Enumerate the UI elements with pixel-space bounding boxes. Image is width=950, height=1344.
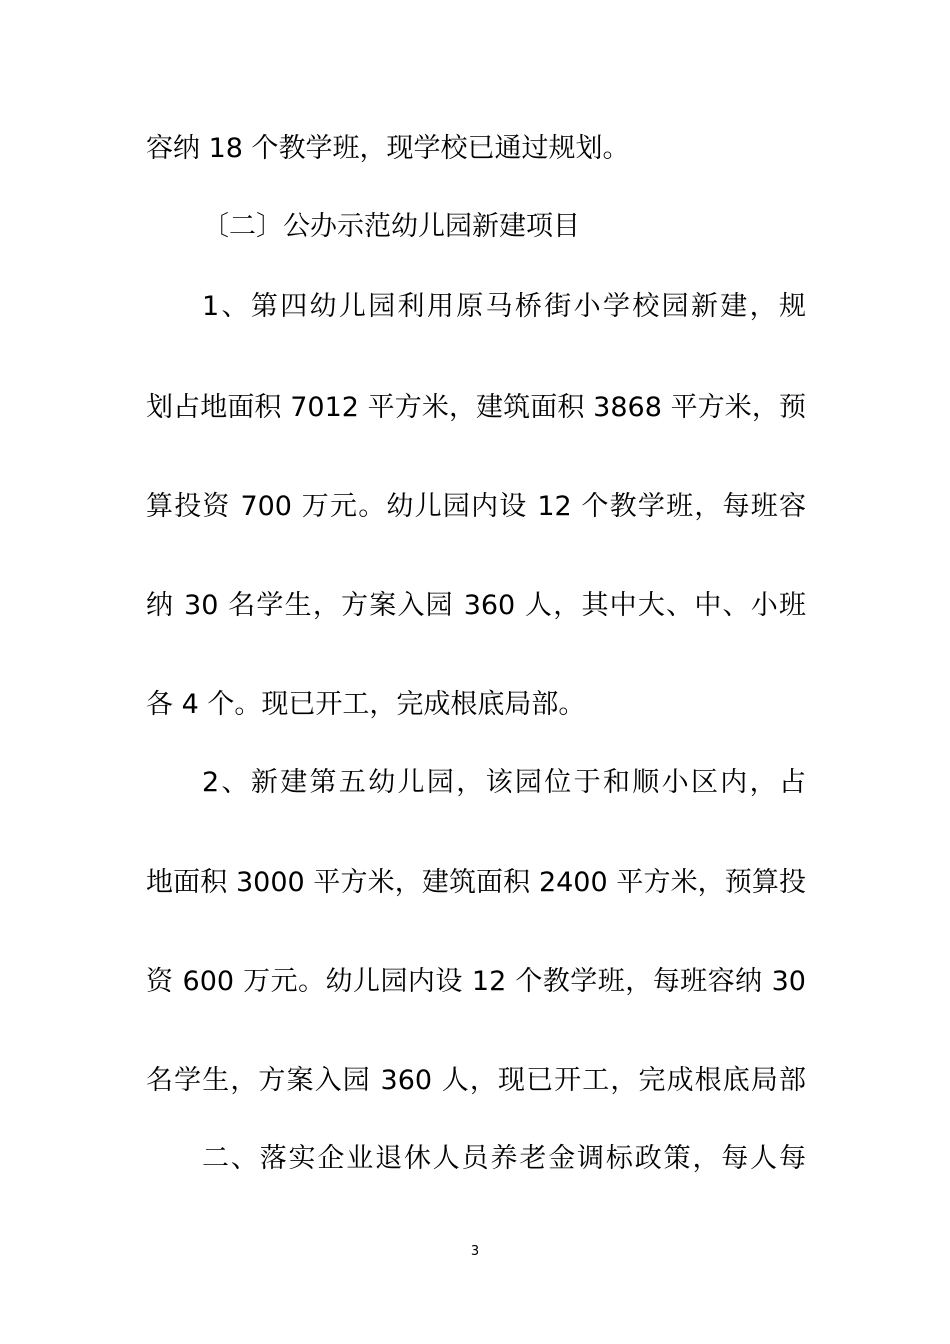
paragraph-line: 算投资 700 万元。幼儿园内设 12 个教学班，每班容 (146, 491, 806, 522)
section-heading: 〔二〕公办示范幼儿园新建项目 (202, 211, 580, 242)
paragraph-line: 2、新建第五幼儿园，该园位于和顺小区内，占 (202, 767, 806, 798)
paragraph-line: 1、第四幼儿园利用原马桥街小学校园新建，规 (202, 291, 806, 322)
paragraph-line: 名学生，方案入园 360 人，现已开工，完成根底局部 (146, 1065, 806, 1096)
paragraph-line: 各 4 个。现已开工，完成根底局部。 (146, 689, 586, 720)
paragraph-line: 地面积 3000 平方米，建筑面积 2400 平方米，预算投 (146, 867, 806, 898)
paragraph-line: 容纳 18 个教学班，现学校已通过规划。 (146, 133, 630, 164)
paragraph-line: 划占地面积 7012 平方米，建筑面积 3868 平方米，预 (146, 392, 806, 423)
paragraph-line: 纳 30 名学生，方案入园 360 人，其中大、中、小班 (146, 590, 806, 621)
page-number: 3 (470, 1244, 480, 1259)
paragraph-line: 资 600 万元。幼儿园内设 12 个教学班，每班容纳 30 (146, 966, 806, 997)
paragraph-line: 二、落实企业退休人员养老金调标政策，每人每 (202, 1143, 806, 1174)
